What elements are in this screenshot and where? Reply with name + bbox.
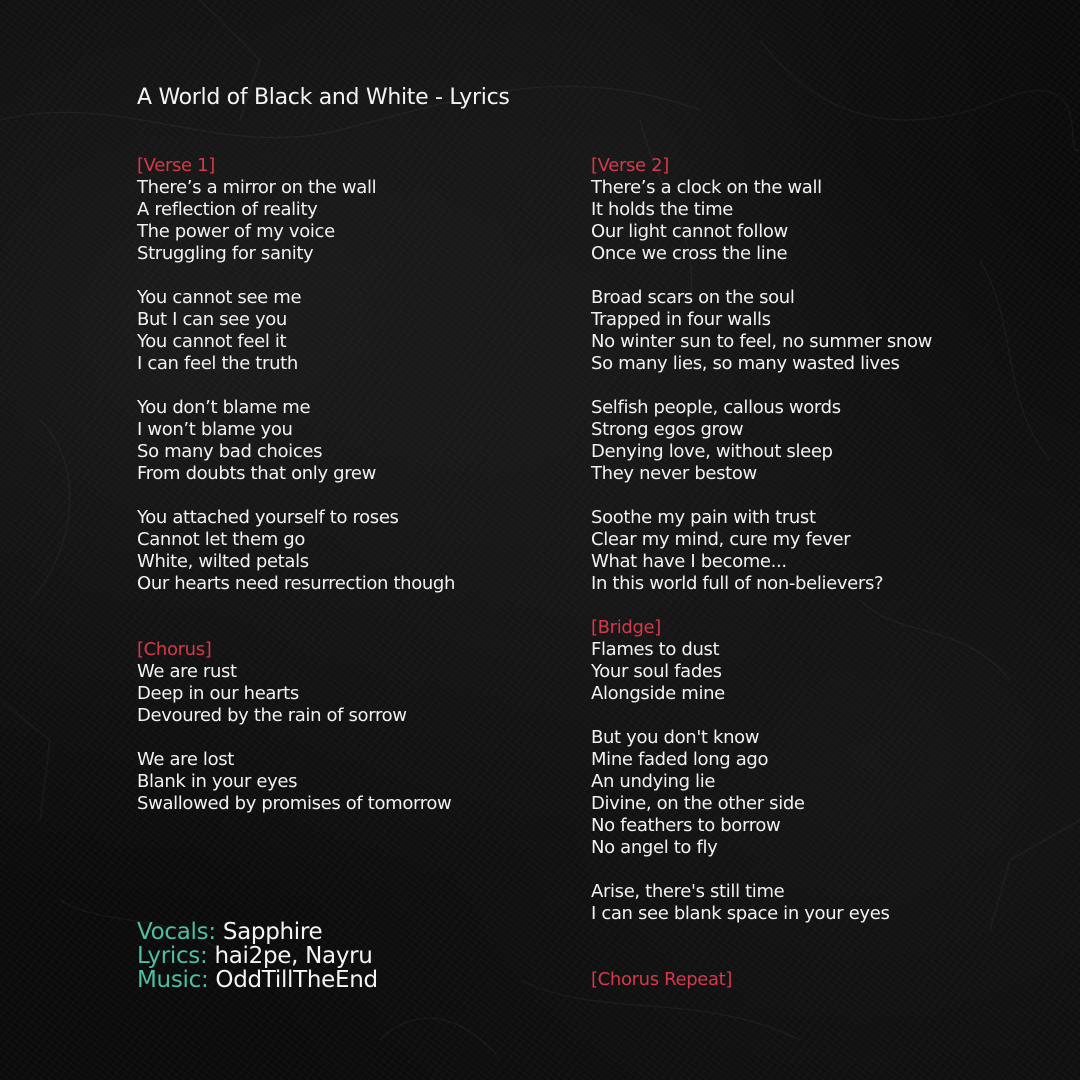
- lyric-line: No feathers to borrow: [591, 815, 781, 836]
- lyric-line: Broad scars on the soul: [591, 287, 795, 308]
- section-heading-verse-2: [Verse 2]: [591, 155, 669, 176]
- lyric-line: Devoured by the rain of sorrow: [137, 705, 407, 726]
- lyric-line: Cannot let them go: [137, 529, 305, 550]
- lyric-line: Our hearts need resurrection though: [137, 573, 456, 594]
- section-heading-chorus-repeat: [Chorus Repeat]: [591, 969, 733, 990]
- lyric-line: Our light cannot follow: [591, 221, 788, 242]
- lyric-line: Mine faded long ago: [591, 749, 769, 770]
- section-heading-chorus: [Chorus]: [137, 639, 212, 660]
- lyric-line: In this world full of non-believers?: [591, 573, 884, 594]
- lyric-line: I won’t blame you: [137, 419, 293, 440]
- credit-value: OddTillTheEnd: [215, 967, 378, 993]
- section-heading-verse-1: [Verse 1]: [137, 155, 215, 176]
- lyric-line: Swallowed by promises of tomorrow: [137, 793, 452, 814]
- lyric-line: The power of my voice: [137, 221, 335, 242]
- credits: [137, 920, 378, 992]
- lyric-line: Blank in your eyes: [137, 771, 298, 792]
- lyrics-left-column: [137, 155, 455, 815]
- lyric-line: You don’t blame me: [137, 397, 311, 418]
- lyric-line: A reflection of reality: [137, 199, 318, 220]
- lyric-line: There’s a mirror on the wall: [137, 177, 377, 198]
- lyric-line: Deep in our hearts: [137, 683, 299, 704]
- lyric-line: Arise, there's still time: [591, 881, 785, 902]
- lyric-line: So many lies, so many wasted lives: [591, 353, 900, 374]
- credit-label: Music:: [137, 967, 209, 993]
- lyric-line: We are rust: [137, 661, 237, 682]
- lyric-line: I can feel the truth: [137, 353, 298, 374]
- credit-music: [137, 968, 378, 992]
- credit-lyrics: [137, 944, 378, 968]
- lyric-line: But you don't know: [591, 727, 760, 748]
- lyric-line: Soothe my pain with trust: [591, 507, 816, 528]
- lyric-line: Divine, on the other side: [591, 793, 805, 814]
- lyric-line: What have I become...: [591, 551, 787, 572]
- lyric-line: It holds the time: [591, 199, 734, 220]
- lyric-line: Trapped in four walls: [591, 309, 771, 330]
- lyric-line: There’s a clock on the wall: [591, 177, 822, 198]
- credit-label: Lyrics:: [137, 943, 208, 969]
- lyric-line: Clear my mind, cure my fever: [591, 529, 851, 550]
- lyric-line: You cannot see me: [137, 287, 302, 308]
- credit-value: Sapphire: [222, 919, 323, 945]
- lyric-line: Denying love, without sleep: [591, 441, 833, 462]
- page-title: A World of Black and White - Lyrics: [137, 85, 510, 110]
- lyric-line: Struggling for sanity: [137, 243, 314, 264]
- lyric-line: An undying lie: [591, 771, 716, 792]
- credit-label: Vocals:: [137, 919, 216, 945]
- lyric-line: Strong egos grow: [591, 419, 744, 440]
- lyric-line: No angel to fly: [591, 837, 718, 858]
- lyric-line: I can see blank space in your eyes: [591, 903, 890, 924]
- credit-vocals: [137, 920, 378, 944]
- lyric-line: Alongside mine: [591, 683, 725, 704]
- lyrics-right-column: [591, 155, 932, 991]
- lyric-line: Once we cross the line: [591, 243, 788, 264]
- lyric-line: They never bestow: [591, 463, 757, 484]
- lyric-line: From doubts that only grew: [137, 463, 376, 484]
- lyric-line: We are lost: [137, 749, 234, 770]
- section-heading-bridge: [Bridge]: [591, 617, 661, 638]
- credit-value: hai2pe, Nayru: [214, 943, 373, 969]
- lyric-line: Selfish people, callous words: [591, 397, 841, 418]
- lyric-line: Flames to dust: [591, 639, 720, 660]
- lyric-line: White, wilted petals: [137, 551, 309, 572]
- lyric-line: You attached yourself to roses: [137, 507, 399, 528]
- lyric-line: You cannot feel it: [137, 331, 287, 352]
- lyric-line: So many bad choices: [137, 441, 323, 462]
- lyric-line: But I can see you: [137, 309, 287, 330]
- lyric-line: No winter sun to feel, no summer snow: [591, 331, 932, 352]
- lyric-line: Your soul fades: [591, 661, 722, 682]
